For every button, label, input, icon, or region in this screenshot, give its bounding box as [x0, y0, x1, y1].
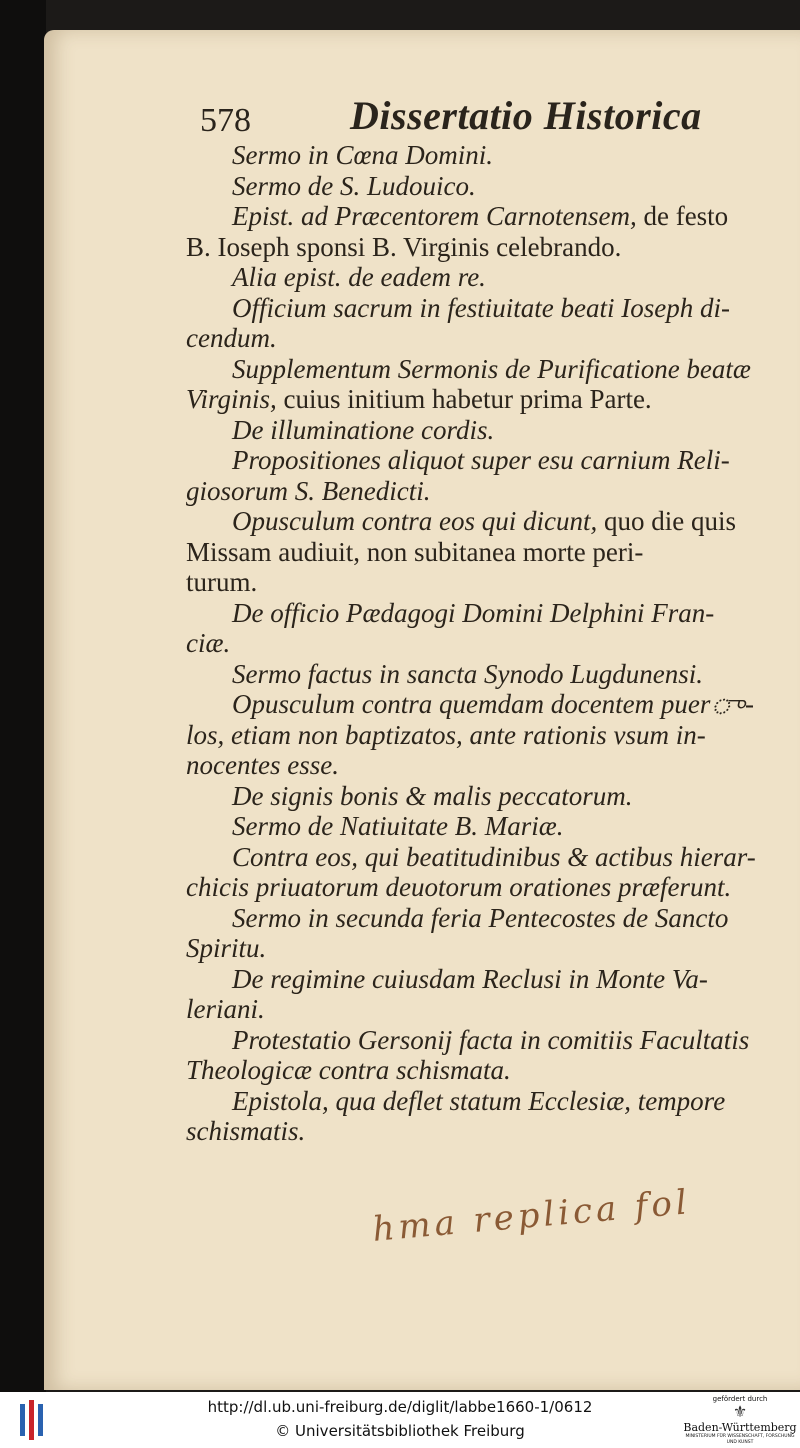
text-line: Alia epist. de eadem re.	[232, 262, 486, 292]
funder-logo	[680, 1394, 800, 1448]
text-line: De illuminatione cordis.	[232, 414, 495, 445]
text-line: chicis priuatorum deuotorum orationes præferunt.	[186, 872, 732, 902]
text-line: turum.	[186, 567, 258, 597]
text-line: Protestatio Gersonij facta in comitiis Facultatis	[232, 1024, 750, 1055]
text-line: B. Ioseph sponsi B. Virginis celebrando.	[186, 231, 622, 262]
text-line: cendum.	[186, 323, 277, 353]
text-line: schismatis.	[186, 1116, 306, 1146]
coat-of-arms-icon: ⚜	[732, 1402, 748, 1421]
text-line: nocentes esse.	[186, 750, 339, 780]
text-line: Opusculum contra eos qui dicunt, quo die quis	[232, 506, 736, 536]
handwritten-annotation: hma replica fol	[370, 1182, 693, 1250]
text-line: De signis bonis & malis peccatorum.	[232, 780, 633, 811]
funder-name: Baden-Württemberg	[683, 1421, 797, 1434]
page-body	[186, 140, 766, 1147]
text-line: De officio Pædagogi Domini Delphini Fran-	[232, 597, 715, 628]
text-line: leriani.	[186, 994, 265, 1024]
scanner-background	[0, 0, 46, 1392]
viewer-footer	[0, 1392, 800, 1448]
text-line: Theologicæ contra schismata.	[186, 1055, 511, 1085]
text-line: Sermo in Cœna Domini.	[232, 140, 494, 170]
text-line: ciæ.	[186, 628, 231, 658]
text-line: Officium sacrum in festiuitate beati Ioseph di-	[232, 292, 730, 323]
text-line: giosorum S. Benedicti.	[186, 475, 431, 506]
page-number: 578	[200, 102, 251, 139]
text-line: Missam audiuit, non subitanea morte peri-	[186, 536, 644, 567]
permalink[interactable]: http://dl.ub.uni-freiburg.de/diglit/labbe1660-1/0612	[207, 1398, 593, 1416]
ministry-label: MINISTERIUM FÜR WISSENSCHAFT, FORSCHUNG UND KUNST	[685, 1434, 795, 1445]
text-line: Spiritu.	[186, 933, 267, 963]
text-line: Virginis, cuius initium habetur prima Parte.	[186, 384, 652, 414]
text-line: los, etiam non baptizatos, ante rationis vsum in-	[186, 719, 706, 750]
text-line: Sermo factus in sancta Synodo Lugdunensi.	[232, 658, 703, 689]
text-line: Sermo de Natiuitate B. Mariæ.	[232, 811, 564, 841]
text-line: Epistola, qua deflet statum Ecclesiæ, tempore	[232, 1085, 726, 1116]
text-line: Propositiones aliquot super esu carnium Reli-	[232, 445, 730, 475]
copyright-notice: © Universitätsbibliothek Freiburg	[275, 1422, 525, 1440]
text-line: Contra eos, qui beatitudinibus & actibus hierar-	[232, 841, 756, 872]
text-line: Supplementum Sermonis de Purificatione beatæ	[232, 353, 751, 384]
text-line: Epist. ad Præcentorem Carnotensem, de festo	[232, 201, 729, 231]
text-line: Opusculum contra quemdam docentem puerு-	[232, 689, 755, 719]
text-line: Sermo in secunda feria Pentecostes de Sancto	[232, 902, 729, 933]
text-line: De regimine cuiusdam Reclusi in Monte Va-	[232, 963, 708, 994]
page-title: Dissertatio Historica	[350, 93, 702, 138]
funded-by-label: gefördert durch	[712, 1395, 768, 1403]
running-head	[200, 88, 702, 148]
text-line: Sermo de S. Ludouico.	[232, 170, 476, 201]
